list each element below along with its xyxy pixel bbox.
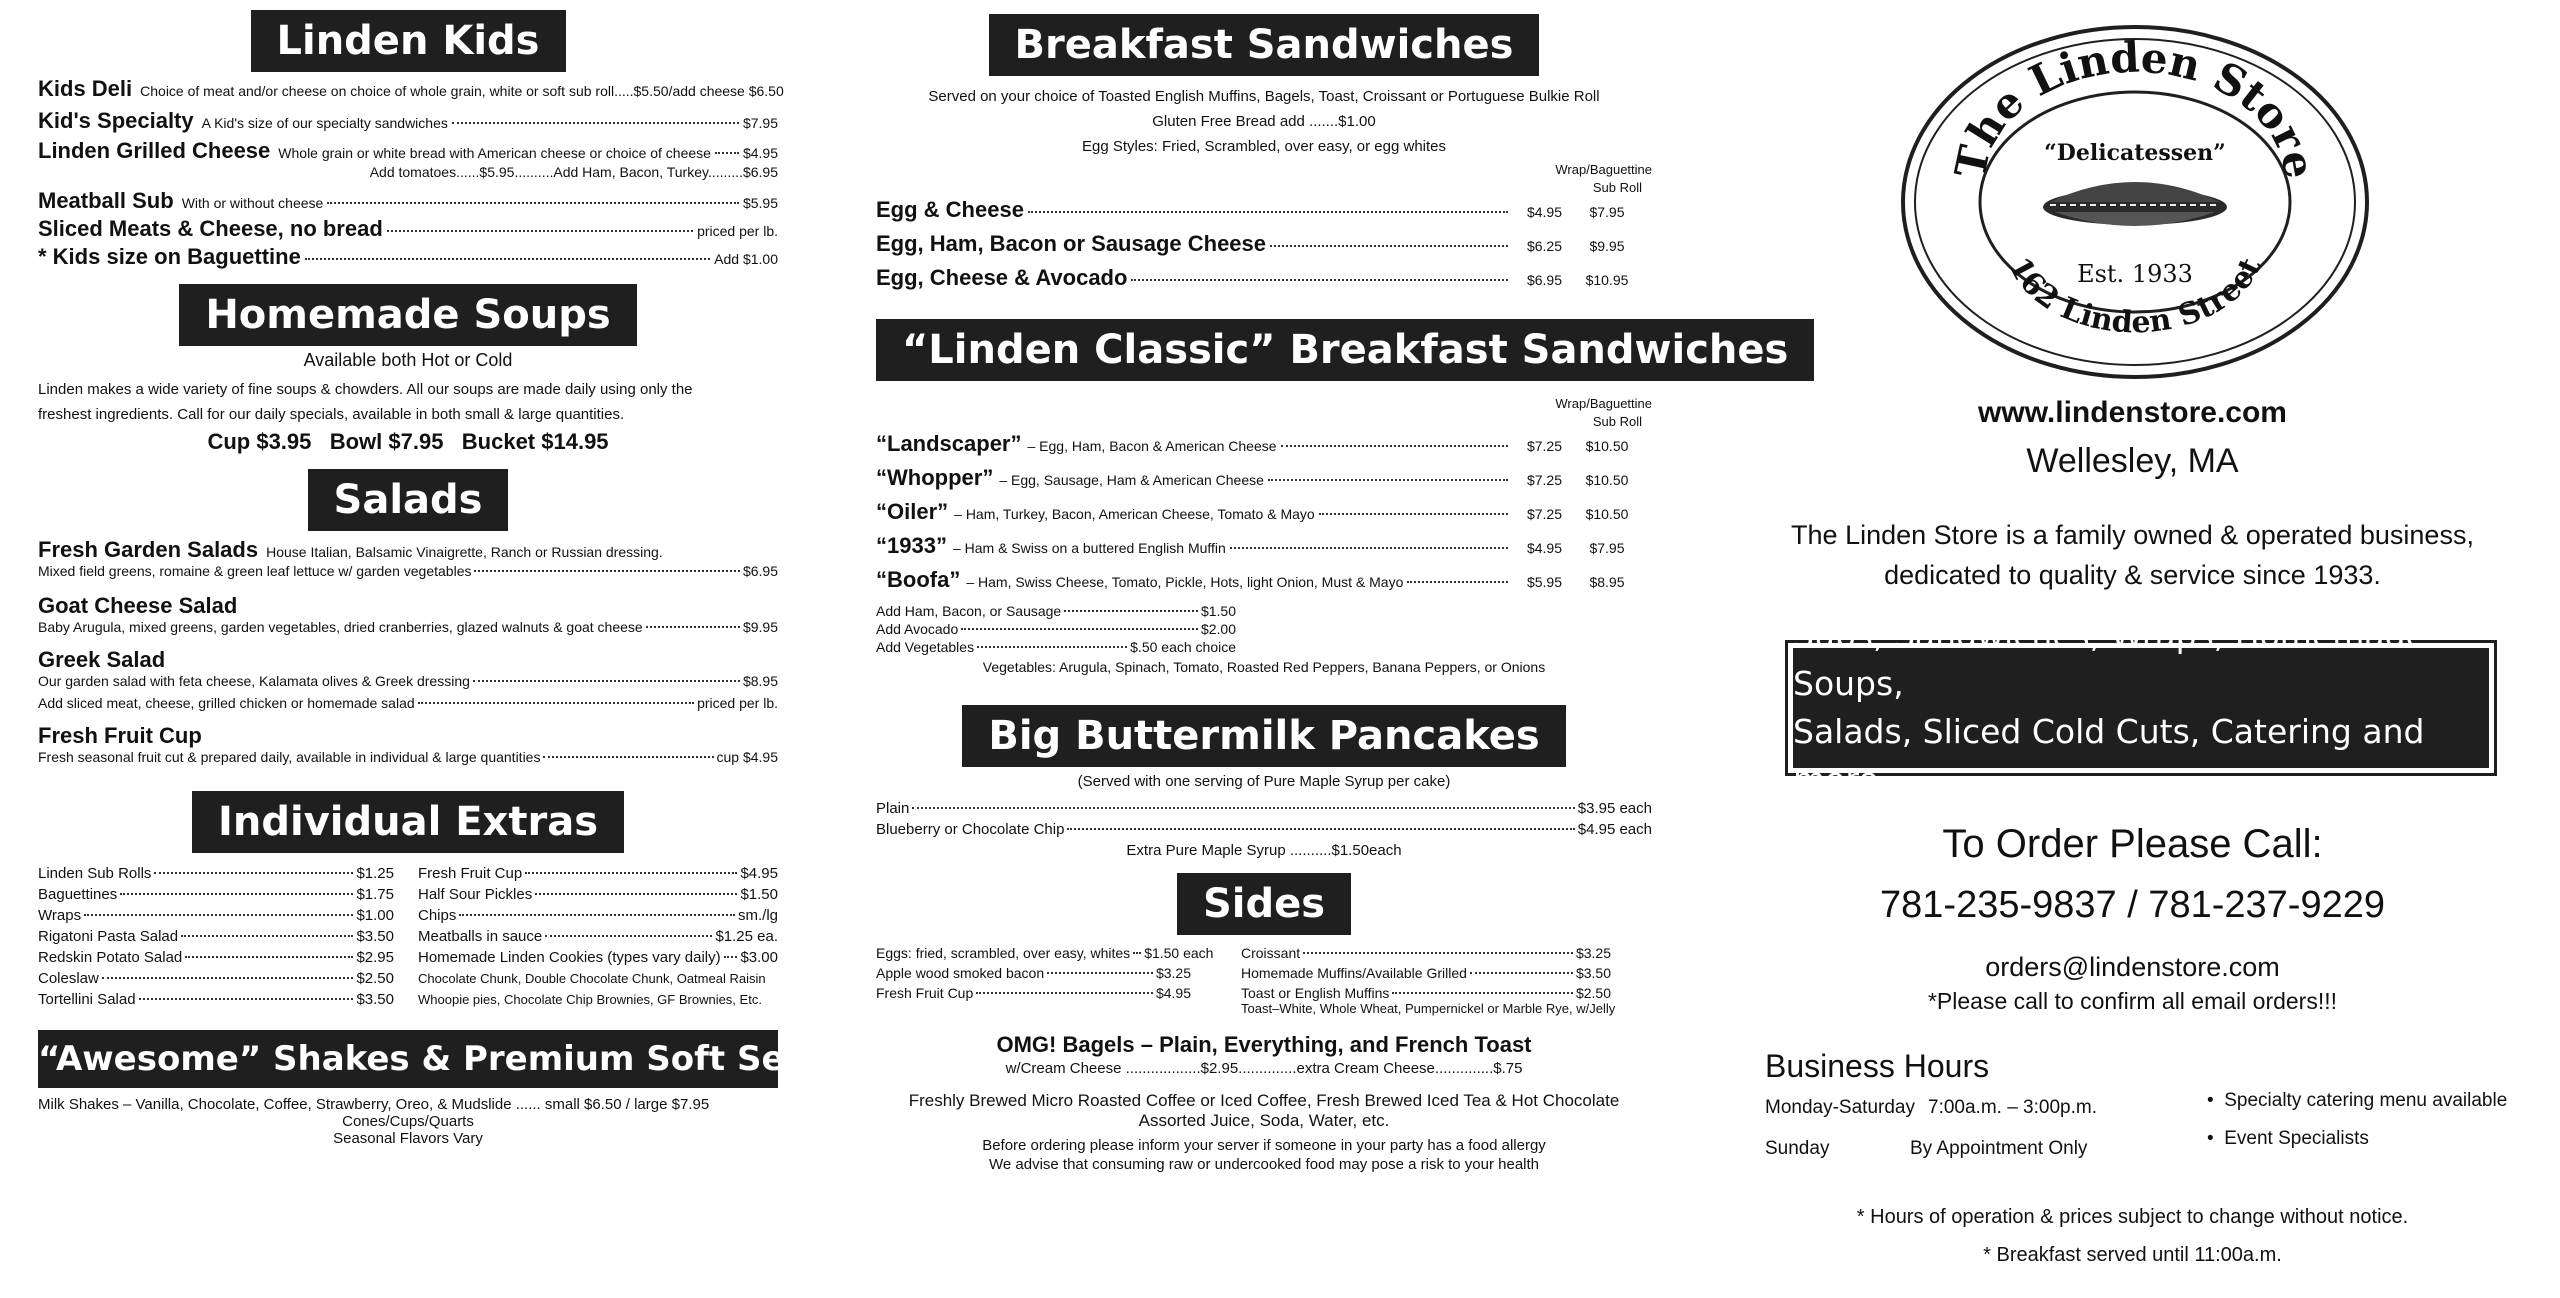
pancakes-title: Big Buttermilk Pancakes — [962, 705, 1565, 767]
shakes-line-1: Milk Shakes – Vanilla, Chocolate, Coffee, Strawberry, Oreo, & Mudslide ...... small $6.50 / large $7.95 — [38, 1096, 710, 1113]
hours-row-1-time: 7:00a.m. – 3:00p.m. — [1928, 1097, 2097, 1118]
extras-row — [38, 947, 778, 968]
breakfast-title: Breakfast Sandwiches — [989, 14, 1540, 76]
menu-line: Add Vegetables $.50 each choice — [876, 639, 1236, 655]
kids-title: Linden Kids — [251, 10, 566, 72]
menu-line: Croissant $3.25 — [1241, 945, 1611, 961]
classic-addons — [876, 603, 1236, 655]
menu-line: Blueberry or Chocolate Chip $4.95 each — [876, 821, 1652, 838]
kids-item: Meatball Sub With or without cheese $5.95 — [38, 188, 778, 213]
sandwich-row: “Oiler” – Ham, Turkey, Bacon, American Cheese, Tomato & Mayo $7.25 $10.50 — [876, 499, 1629, 524]
breakfast-col-headers: Wrap/Baguettine Sub Roll — [1555, 162, 1652, 195]
vegetables-note: Vegetables: Arugula, Spinach, Tomato, Roasted Red Peppers, Banana Peppers, or Onions — [982, 659, 1546, 675]
right-column — [1745, 0, 2520, 1298]
menu-line: Add Avocado $2.00 — [876, 621, 1236, 637]
classic-list — [876, 431, 1652, 601]
extras-item: Half Sour Pickles $1.50 — [418, 886, 778, 903]
menu-line: Add Ham, Bacon, or Sausage $1.50 — [876, 603, 1236, 619]
breakfast-line-1: Served on your choice of Toasted English Muffins, Bagels, Toast, Croissant or Portuguese Bulkie Roll — [928, 88, 1600, 105]
services-box — [1785, 616, 2497, 799]
shakes-title: “Awesome” Shakes & Premium Soft Serve Ice Cream — [38, 1030, 778, 1088]
sandwich-row: “Landscaper” – Egg, Ham, Bacon & American Cheese $7.25 $10.50 — [876, 431, 1629, 456]
extras-row — [38, 968, 778, 989]
allergy-line-2: We advise that consuming raw or undercooked food may pose a risk to your health — [988, 1156, 1540, 1173]
extras-item: Whoopie pies, Chocolate Chip Brownies, GF Brownies, Etc. — [418, 992, 762, 1007]
kids-item: Kids Deli Choice of meat and/or cheese on choice of whole grain, white or soft sub roll.....$5.50/add cheese $6.50 — [38, 76, 784, 101]
sandwich-row: “Boofa” – Ham, Swiss Cheese, Tomato, Pickle, Hots, light Onion, Must & Mayo $5.95 $8.95 — [876, 567, 1625, 592]
bagels-title: OMG! Bagels – Plain, Everything, and French Toast — [996, 1032, 1532, 1057]
hours-title: Business Hours — [1765, 1048, 1990, 1084]
menu-line: Fresh Fruit Cup $4.95 — [876, 985, 1191, 1001]
hours-row-2-day: Sunday — [1765, 1138, 1830, 1159]
grilled-addon: Add tomatoes......$5.95..........Add Ham, Bacon, Turkey.........$6.95 — [369, 164, 778, 180]
drinks-line-1: Freshly Brewed Micro Roasted Coffee or Iced Coffee, Fresh Brewed Iced Tea & Hot Chocolate — [908, 1091, 1620, 1110]
classic-col-headers: Wrap/Baguettine Sub Roll — [1555, 396, 1652, 429]
extras-item: Coleslaw $2.50 — [38, 970, 394, 987]
extras-item: Wraps $1.00 — [38, 907, 394, 924]
menu-line: Homemade Muffins/Available Grilled $3.50 — [1241, 965, 1611, 981]
logo-bottom-text: 162 Linden Street — [2001, 251, 2269, 341]
shakes-line-2: Cones/Cups/Quarts — [342, 1113, 474, 1130]
extras-item: Meatballs in sauce $1.25 ea. — [418, 928, 778, 945]
extras-item: Chips sm./lg — [418, 907, 778, 924]
extras-item: Redskin Potato Salad $2.95 — [38, 949, 394, 966]
order-title: To Order Please Call: — [1942, 822, 2323, 866]
hours-row-2-time: By Appointment Only — [1910, 1138, 2088, 1159]
sandwich-row: Egg & Cheese $4.95 $7.95 — [876, 197, 1625, 222]
sandwich-row: Egg, Ham, Bacon or Sausage Cheese $6.25 $9.95 — [876, 231, 1625, 256]
salad-item: Goat Cheese Salad — [38, 593, 238, 618]
breakfast-line-2: Gluten Free Bread add .......$1.00 — [1152, 113, 1376, 130]
sandwich-row: “Whopper” – Egg, Sausage, Ham & American Cheese $7.25 $10.50 — [876, 465, 1629, 490]
extras-row — [38, 905, 778, 926]
soups-subtitle: Available both Hot or Cold — [303, 350, 513, 370]
soups-title: Homemade Soups — [179, 284, 636, 346]
footnote-1: * Hours of operation & prices subject to change without notice. — [1856, 1206, 2409, 1228]
menu-line: Apple wood smoked bacon $3.25 — [876, 965, 1191, 981]
city: Wellesley, MA — [2026, 442, 2239, 480]
menu-line: Plain $3.95 each — [876, 800, 1652, 817]
salad-item: Fresh Fruit Cup — [38, 723, 202, 748]
toast-note: Toast–White, Whole Wheat, Pumpernickel or Marble Rye, w/Jelly — [1241, 1001, 1616, 1016]
menu-line: Toast or English Muffins $2.50 — [1241, 985, 1611, 1001]
breakfast-list — [876, 197, 1652, 299]
classic-title: “Linden Classic” Breakfast Sandwiches — [876, 319, 1814, 381]
salads-list: Fresh Garden Salads House Italian, Balsamic Vinaigrette, Ranch or Russian dressing. Mixed field greens, romaine & green leaf lettuce w/ garden vegetables $6.95 Goat Cheese Salad Baby Arugula, mixed greens, garden vegetables, dried cranberries, glazed walnuts & goat cheese $9.95 Greek Salad Our garden salad with feta cheese, Kalamata olives & Greek dressing $8.95 Add sliced meat, cheese, grilled chicken or homemade salad priced per lb. Fresh Fruit Cup Fresh seasonal fruit cut & prepared daily, available in individual & large quantities cup $4.95 — [38, 537, 778, 765]
logo-top-text: The Linden Store — [1945, 32, 2325, 183]
logo-est-text: Est. 1933 — [2077, 260, 2193, 288]
salad-item: Fresh Garden Salads House Italian, Balsamic Vinaigrette, Ranch or Russian dressing. — [38, 537, 663, 562]
soups-prices: Cup $3.95 Bowl $7.95 Bucket $14.95 — [207, 429, 609, 454]
sandwich-row: Egg, Cheese & Avocado $6.95 $10.95 — [876, 265, 1629, 290]
extras-item: Chocolate Chunk, Double Chocolate Chunk, Oatmeal Raisin — [418, 971, 766, 986]
extras-item: Tortellini Salad $3.50 — [38, 991, 394, 1008]
extras-table — [38, 863, 778, 1010]
kids-list — [38, 76, 784, 270]
logo-deli-text: “Delicatessen” — [2044, 140, 2226, 166]
email-note: *Please call to confirm all email orders!!! — [1927, 988, 2338, 1014]
drinks-line-2: Assorted Juice, Soda, Water, etc. — [1138, 1111, 1390, 1130]
sandwich-icon — [2043, 182, 2227, 226]
pancakes-syrup: Extra Pure Maple Syrup ..........$1.50each — [1126, 842, 1402, 859]
email-link[interactable]: orders@lindenstore.com — [1985, 952, 2280, 982]
middle-column — [876, 0, 1789, 1298]
salad-item: Greek Salad — [38, 647, 166, 672]
footnote-2: * Breakfast served until 11:00a.m. — [1983, 1244, 2282, 1266]
soups-text-1: Linden makes a wide variety of fine soups & chowders. All our soups are made daily using only the — [38, 381, 693, 398]
sides-table — [876, 941, 1652, 1016]
extras-item: Fresh Fruit Cup $4.95 — [418, 865, 778, 882]
linden-store-logo — [1890, 12, 2380, 402]
extras-item: Baguettines $1.75 — [38, 886, 394, 903]
sandwich-row: “1933” – Ham & Swiss on a buttered English Muffin $4.95 $7.95 — [876, 533, 1625, 558]
services-line-2: Salads, Sliced Cold Cuts, Catering and more... — [1793, 712, 2425, 799]
soups-text-2: freshest ingredients. Call for our daily specials, available in both small & large quantities. — [38, 406, 625, 423]
shakes-line-3: Seasonal Flavors Vary — [333, 1130, 483, 1147]
bagels-line: w/Cream Cheese ..................$2.95..............extra Cream Cheese..............$.75 — [1005, 1060, 1523, 1077]
extras-row — [38, 863, 778, 884]
extras-row — [38, 989, 778, 1010]
breakfast-line-3: Egg Styles: Fried, Scrambled, over easy, or egg whites — [1081, 138, 1447, 155]
kids-item: Kid's Specialty A Kid's size of our specialty sandwiches $7.95 — [38, 108, 778, 133]
about-line-2: dedicated to quality & service since 1933. — [1884, 560, 2381, 590]
hours-row-1-day: Monday-Saturday — [1765, 1097, 1915, 1118]
phone-numbers[interactable]: 781-235-9837 / 781-237-9229 — [1880, 884, 2385, 926]
extras-title: Individual Extras — [192, 791, 624, 853]
kids-item: Linden Grilled Cheese Whole grain or white bread with American cheese or choice of cheese $4.95 — [38, 138, 778, 163]
sides-title: Sides — [1177, 873, 1351, 935]
bullet-events: • Event Specialists — [2207, 1128, 2369, 1149]
salads-title: Salads — [308, 469, 509, 531]
extras-row — [38, 926, 778, 947]
about-line-1: The Linden Store is a family owned & operated business, — [1791, 520, 2474, 550]
website[interactable]: www.lindenstore.com — [1978, 396, 2287, 429]
extras-item: Homemade Linden Cookies (types vary daily) $3.00 — [418, 949, 778, 966]
services-line-1: Subs, Sandwiches, Wraps, Homemade Soups, — [1793, 616, 2426, 703]
kids-item: * Kids size on Baguettine Add $1.00 — [38, 244, 778, 269]
pancakes-subtitle: (Served with one serving of Pure Maple Syrup per cake) — [1077, 773, 1451, 790]
extras-item: Rigatoni Pasta Salad $3.50 — [38, 928, 394, 945]
bullet-catering: • Specialty catering menu available — [2207, 1090, 2508, 1111]
extras-item: Linden Sub Rolls $1.25 — [38, 865, 394, 882]
menu-line: Eggs: fried, scrambled, over easy, whites $1.50 each — [876, 945, 1214, 961]
pancakes-list — [876, 800, 1652, 838]
extras-row — [38, 884, 778, 905]
kids-item: Sliced Meats & Cheese, no bread priced per lb. — [38, 216, 778, 241]
allergy-line-1: Before ordering please inform your server if someone in your party has a food allergy — [982, 1137, 1546, 1154]
